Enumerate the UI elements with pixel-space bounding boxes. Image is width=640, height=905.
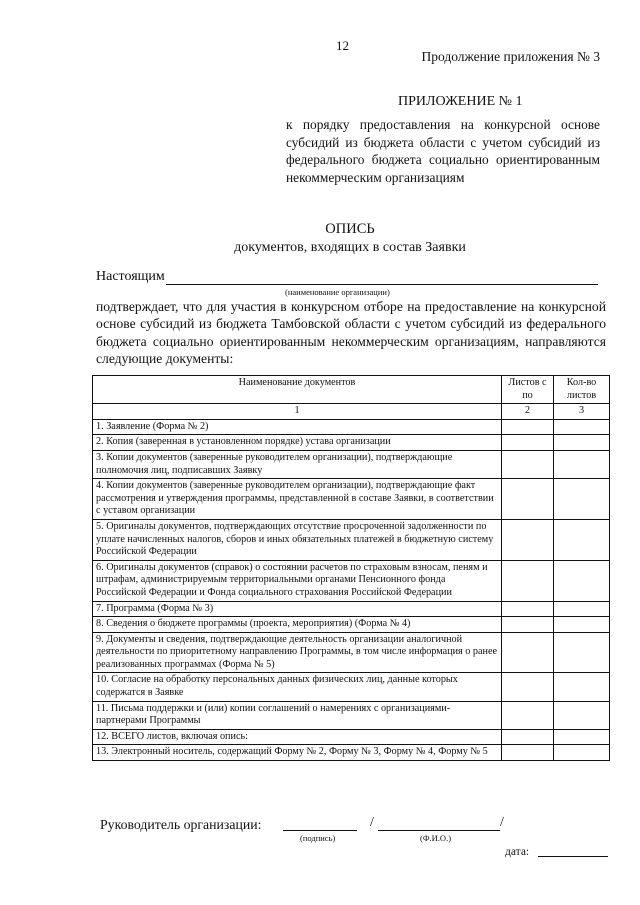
row-label: 8. Сведения о бюджете программы (проекта, мероприятия) (Форма № 4) — [93, 617, 502, 633]
row-label: 5. Оригиналы документов, подтверждающих отсутствие просроченной задолженности по уплате начисленных налогов, сборов и иных обязательных платежей в бюджетную систему Российской Федерации — [93, 519, 502, 560]
head-of-organization-label: Руководитель организации: — [100, 817, 262, 832]
header-sheets: Листов с по — [502, 376, 554, 404]
sheets-cell[interactable] — [502, 617, 554, 633]
table-row — [93, 419, 610, 435]
count-cell[interactable] — [554, 632, 610, 673]
table-numbering-row — [93, 404, 610, 420]
col-num-2: 2 — [502, 404, 554, 420]
date-line[interactable] — [538, 856, 608, 857]
appendix-title: ПРИЛОЖЕНИЕ № 1 — [398, 94, 523, 109]
table-row — [93, 729, 610, 745]
sheets-cell[interactable] — [502, 632, 554, 673]
table-row — [93, 617, 610, 633]
header-count: Кол-во листов — [554, 376, 610, 404]
row-label: 3. Копии документов (заверенные руководителем организации), подтверждающие полномочия лиц, подписавших Заявку — [93, 450, 502, 478]
table-row — [93, 479, 610, 520]
row-label: 1. Заявление (Форма № 2) — [93, 419, 502, 435]
table-row — [93, 519, 610, 560]
row-label: 2. Копия (заверенная в установленном порядке) устава организации — [93, 435, 502, 451]
sheets-cell[interactable] — [502, 435, 554, 451]
date-label: дата: — [505, 846, 530, 858]
table-row — [93, 601, 610, 617]
row-label: 13. Электронный носитель, содержащий Форму № 2, Форму № 3, Форму № 4, Форму № 5 — [93, 745, 502, 761]
continuation-note: Продолжение приложения № 3 — [421, 49, 600, 64]
sheets-cell[interactable] — [502, 601, 554, 617]
sheets-cell[interactable] — [502, 729, 554, 745]
count-cell[interactable] — [554, 479, 610, 520]
table-row — [93, 745, 610, 761]
intro-lead: Настоящим — [96, 269, 165, 284]
row-label: 7. Программа (Форма № 3) — [93, 601, 502, 617]
table-row — [93, 673, 610, 701]
count-cell[interactable] — [554, 519, 610, 560]
table-row — [93, 701, 610, 729]
sheets-cell[interactable] — [502, 701, 554, 729]
row-label: 11. Письма поддержки и (или) копии соглашений о намерениях с организациями-партнерами Программы — [93, 701, 502, 729]
table-row — [93, 435, 610, 451]
signature-caption: (подпись) — [300, 833, 336, 843]
signature-slash: / — [370, 815, 374, 830]
count-cell[interactable] — [554, 601, 610, 617]
sheets-cell[interactable] — [502, 745, 554, 761]
count-cell[interactable] — [554, 435, 610, 451]
sheets-cell[interactable] — [502, 673, 554, 701]
full-name-caption: (Ф.И.О.) — [420, 833, 452, 843]
header-doc-name: Наименование документов — [93, 376, 502, 404]
count-cell[interactable] — [554, 450, 610, 478]
signature-slash-end: / — [500, 815, 504, 830]
sheets-cell[interactable] — [502, 450, 554, 478]
count-cell[interactable] — [554, 673, 610, 701]
document-subtitle: документов, входящих в состав Заявки — [234, 240, 466, 255]
table-row — [93, 560, 610, 601]
count-cell[interactable] — [554, 560, 610, 601]
full-name-line[interactable] — [378, 830, 500, 831]
row-label: 6. Оригиналы документов (справок) о состоянии расчетов по страховым взносам, пеням и штрафам, администрируемым территориальными органами Пенсионного фонда Российской Федерации и Фонда социального страхования Российской Федерации — [93, 560, 502, 601]
row-label: 10. Согласие на обработку персональных данных физических лиц, данные которых содержатся в Заявке — [93, 673, 502, 701]
table-row — [93, 450, 610, 478]
count-cell[interactable] — [554, 745, 610, 761]
count-cell[interactable] — [554, 701, 610, 729]
intro-paragraph: подтверждает, что для участия в конкурсном отборе на предоставление на конкурсной основе субсидий из бюджета Тамбовской области с учетом субсидий из федерального бюджета социально ориентированным некоммерческим организациям, направляются следующие документы: — [96, 299, 606, 366]
sheets-cell[interactable] — [502, 419, 554, 435]
documents-table — [92, 375, 610, 761]
page-number: 12 — [336, 38, 349, 53]
col-num-3: 3 — [554, 404, 610, 420]
count-cell[interactable] — [554, 729, 610, 745]
row-label: 4. Копии документов (заверенные руководителем организации), подтверждающие факт рассмотрения и утверждения программы, представленной в составе Заявки, в соответствии с уставом организации — [93, 479, 502, 520]
count-cell[interactable] — [554, 419, 610, 435]
row-label: 12. ВСЕГО листов, включая опись: — [93, 729, 502, 745]
sheets-cell[interactable] — [502, 519, 554, 560]
signature-line[interactable] — [283, 830, 357, 831]
col-num-1: 1 — [93, 404, 502, 420]
document-title: ОПИСЬ — [325, 221, 375, 237]
organization-name-line[interactable] — [166, 284, 598, 285]
table-row — [93, 632, 610, 673]
table-header-row — [93, 376, 610, 404]
sheets-cell[interactable] — [502, 479, 554, 520]
count-cell[interactable] — [554, 617, 610, 633]
organization-caption: (наименование организации) — [285, 287, 390, 297]
appendix-text: к порядку предоставления на конкурсной основе субсидий из бюджета области с учетом субсидий из федерального бюджета социально ориентированным некоммерческим организациям — [286, 117, 600, 185]
row-label: 9. Документы и сведения, подтверждающие деятельность организации аналогичной деятельности по приоритетному направлению Программы, в том числе информация о ранее реализованных программах (Форма № 5) — [93, 632, 502, 673]
sheets-cell[interactable] — [502, 560, 554, 601]
